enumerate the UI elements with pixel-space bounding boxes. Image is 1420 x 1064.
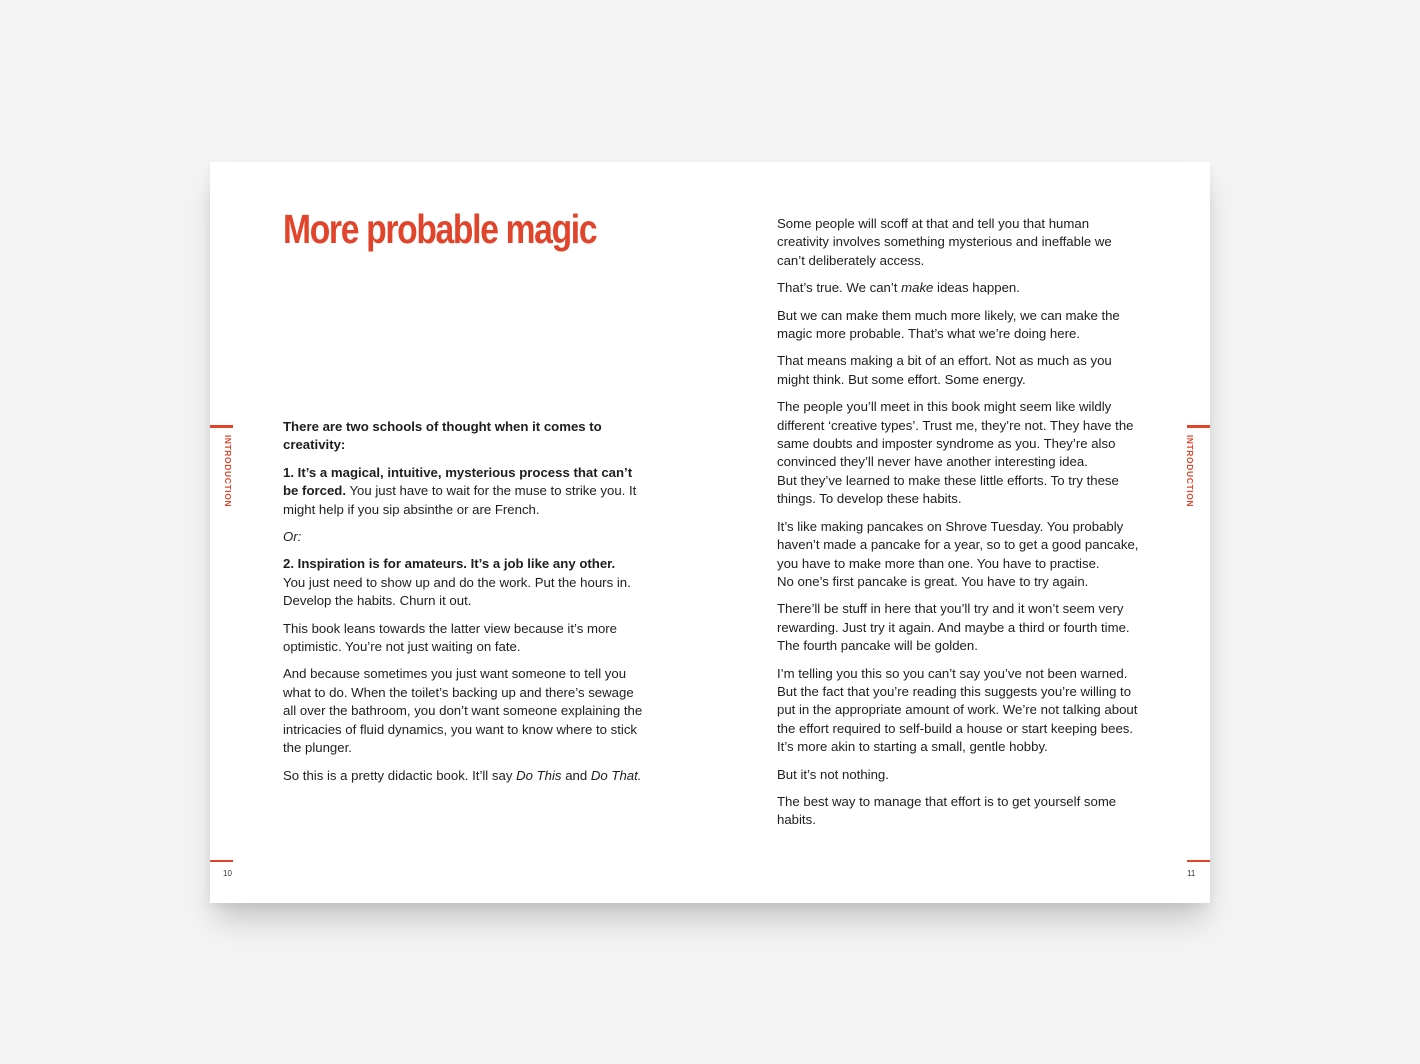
didactic-text: So this is a pretty didactic book. It’ll say [283, 767, 517, 783]
or-text: Or: [283, 529, 302, 545]
people-text-cont: But they’ve learned to make these little efforts. To try these things. To develop these habits. [777, 472, 1119, 507]
left-section-label: INTRODUCTION [223, 434, 233, 508]
page-title: More probable magic [283, 206, 597, 252]
right-section-marker [1187, 425, 1210, 428]
true-text-post: ideas happen. [933, 280, 1020, 296]
right-footer-marker [1187, 860, 1210, 862]
probable-paragraph: But we can make them much more likely, we can make the magic more probable. That’s what we’re doing here. [777, 307, 1120, 342]
point-two-heading: 2. Inspiration is for amateurs. It’s a job like any other. [283, 556, 616, 572]
stuff-paragraph: There’ll be stuff in here that you’ll try and it won’t seem very rewarding. Just try it again. And maybe a third or fourth time. The fourth pancake will be golden. [777, 601, 1130, 654]
left-footer-marker [210, 860, 233, 862]
right-section-label: INTRODUCTION [1185, 434, 1195, 508]
didactic-and: and [561, 767, 591, 783]
effort-paragraph: That means making a bit of an effort. Not as much as you might think. But some effort. Some energy. [777, 353, 1112, 387]
point-two [283, 555, 648, 610]
right-column [777, 215, 1143, 839]
book-spread [210, 162, 1210, 903]
true-text-pre: That’s true. We can’t [777, 280, 902, 296]
point-one-heading: 1. It’s a magical, intuitive, mysterious process that can’t be forced. [283, 464, 633, 499]
nothing-paragraph: But it’s not nothing. [777, 766, 889, 782]
true-text-make: make [901, 280, 934, 296]
people-paragraph [777, 398, 1143, 508]
point-one [283, 464, 648, 519]
left-section-marker [210, 425, 233, 428]
pancake-text-cont: No one’s first pancake is great. You have to try again. [777, 573, 1089, 589]
right-page-number: 11 [1187, 869, 1196, 878]
point-one-body: You just have to wait for the muse to strike you. It might help if you sip absinthe or are French. [283, 483, 637, 517]
toilet-paragraph: And because sometimes you just want someone to tell you what to do. When the toilet’s backing up and there’s sewage all over the bathroom, you don’t want someone explaining the intricacies of fluid dynamics, you want to know where to stick the plunger. [283, 666, 643, 756]
intro-paragraph: There are two schools of thought when it comes to creativity: [283, 419, 602, 453]
habits-paragraph: The best way to manage that effort is to get yourself some habits. [777, 793, 1117, 828]
left-page-number: 10 [223, 869, 232, 878]
true-paragraph [777, 279, 1143, 297]
didactic-do-this: Do This [516, 767, 562, 783]
point-two-body: You just need to show up and do the work. Put the hours in. Develop the habits. Churn it out. [283, 574, 631, 609]
scoff-paragraph: Some people will scoff at that and tell you that human creativity involves something mysterious and ineffable we can’t deliberately access. [777, 216, 1112, 268]
warned-paragraph: I’m telling you this so you can’t say you’ve not been warned. But the fact that you’re reading this suggests you’re willing to put in the appropriate amount of work. We’re not talking about the effort required to self-build a house or start keeping bees. It’s more akin to starting a small, gentle hobby. [777, 665, 1138, 755]
lean-paragraph: This book leans towards the latter view because it’s more optimistic. You’re not just waiting on fate. [283, 620, 618, 655]
people-text: The people you’ll meet in this book might seem like wildly different ‘creative types’. Trust me, they’re not. They have the same doubts and imposter syndrome as you. They’re also convinced they’ll never have another interesting idea. [777, 399, 1134, 470]
pancake-paragraph [777, 518, 1143, 592]
didactic-do-that: Do That. [590, 767, 642, 783]
pancake-text: It’s like making pancakes on Shrove Tuesday. You probably haven’t made a pancake for a year, so to get a good pancake, you have to make more than one. You have to practise. [777, 518, 1139, 571]
left-column [283, 418, 648, 794]
didactic-paragraph [283, 767, 648, 785]
